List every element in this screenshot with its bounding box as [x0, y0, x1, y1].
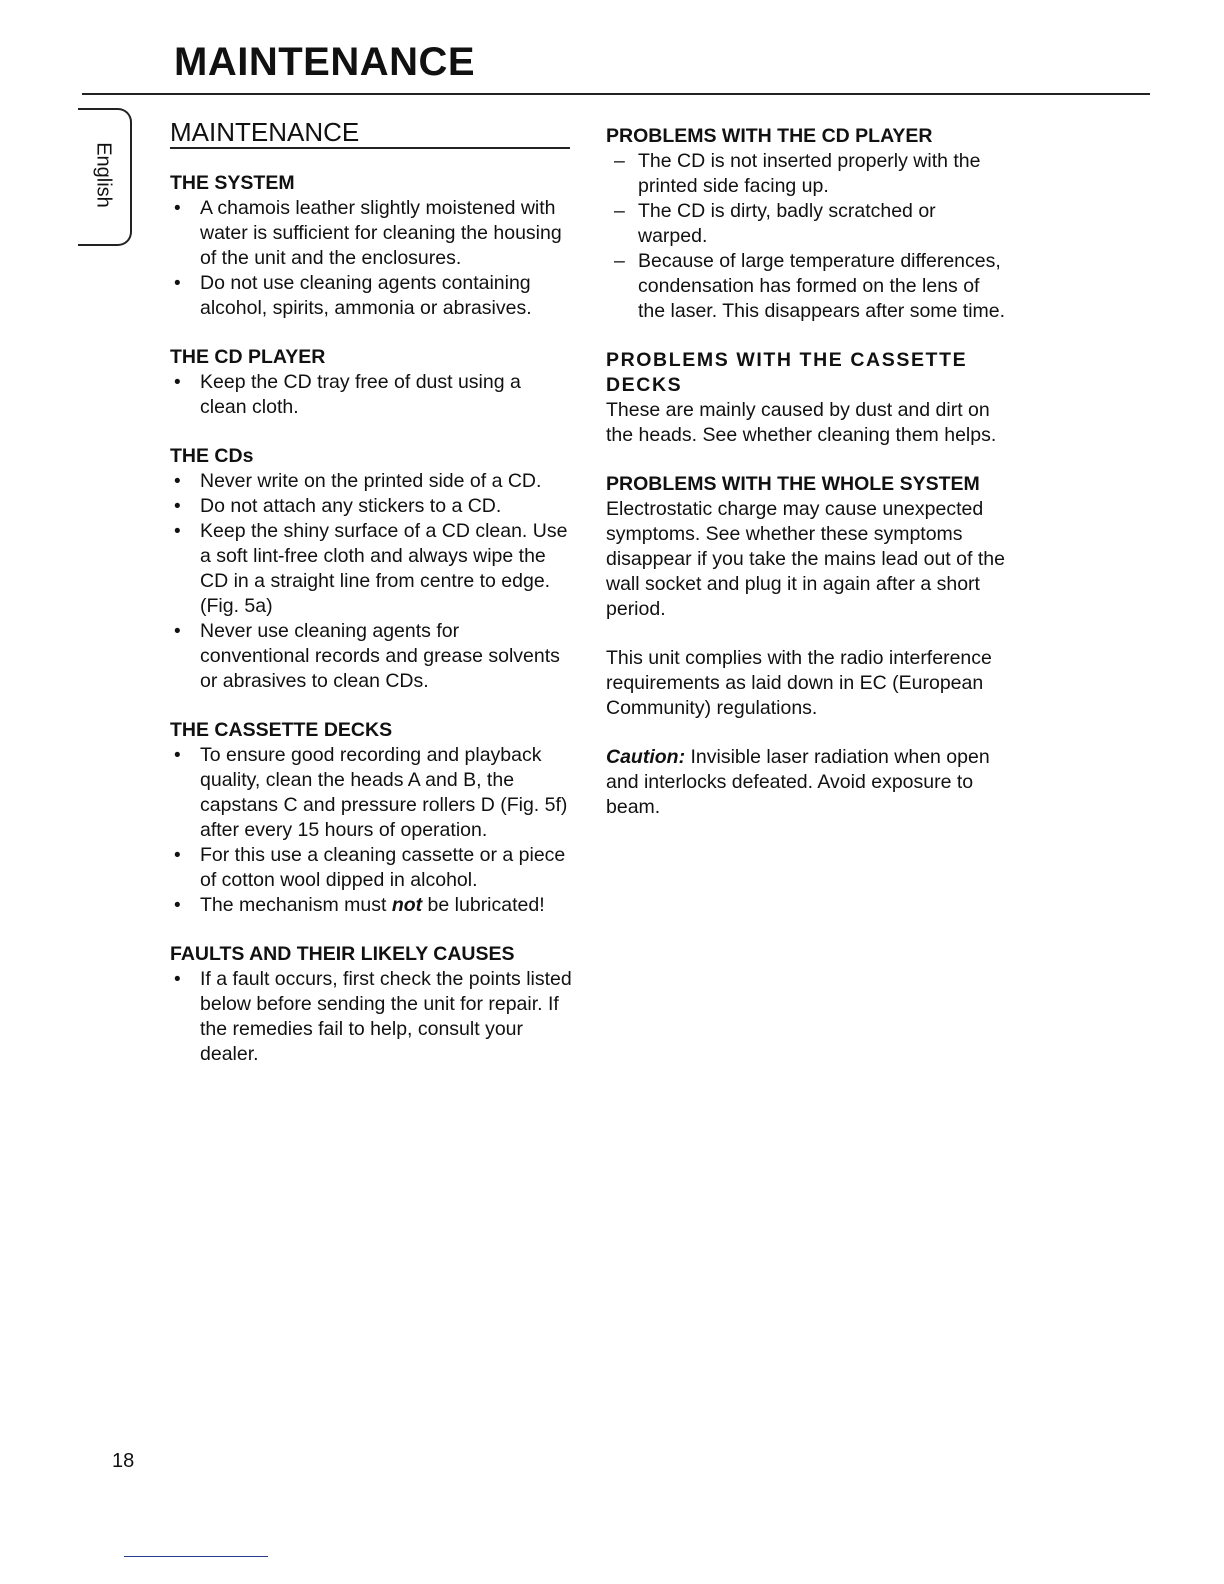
right-column	[606, 124, 1008, 844]
list-item: • Keep the CD tray free of dust using a clean cloth.	[170, 370, 572, 420]
list-item: • To ensure good recording and playback quality, clean the heads A and B, the capstans C and pressure rollers D (Fig. 5f) after every 15 hours of operation.	[170, 743, 572, 843]
faults-heading: FAULTS AND THEIR LIKELY CAUSES	[170, 943, 515, 965]
caution-label: Caution:	[606, 746, 686, 768]
list-item: • If a fault occurs, first check the points listed below before sending the unit for repair. If the remedies fail to help, consult your dealer.	[170, 967, 572, 1067]
language-tab-label: English	[92, 142, 115, 208]
cds-section	[170, 444, 572, 694]
compliance-text: This unit complies with the radio interference requirements as laid down in EC (European Community) regulations.	[606, 647, 992, 719]
page-number: 18	[112, 1450, 135, 1472]
page-title: MAINTENANCE	[174, 40, 476, 84]
system-problems-heading: PROBLEMS WITH THE WHOLE SYSTEM	[606, 473, 980, 495]
section-title: MAINTENANCE	[170, 120, 570, 149]
faults-section	[170, 942, 572, 1067]
cds-list	[170, 469, 572, 694]
system-section	[170, 171, 572, 321]
cd-problems-list	[606, 149, 1008, 324]
cassette-decks-section	[170, 718, 572, 918]
cassette-problems-heading: PROBLEMS WITH THE CASSETTE DECKS	[606, 349, 968, 396]
list-item: • For this use a cleaning cassette or a piece of cotton wool dipped in alcohol.	[170, 843, 572, 893]
lubricate-text-before: The mechanism must	[200, 894, 392, 916]
list-item: • A chamois leather slightly moistened with water is sufficient for cleaning the housing of the unit and the enclosures.	[170, 196, 572, 271]
cassette-decks-list	[170, 743, 572, 918]
compliance-section	[606, 646, 1008, 721]
system-problems-section	[606, 472, 1008, 622]
caution-note	[606, 745, 1008, 820]
cds-heading: THE CDs	[170, 445, 254, 467]
cd-player-heading: THE CD PLAYER	[170, 346, 326, 368]
list-item	[170, 893, 572, 918]
caution-text: Invisible laser radiation when open and interlocks defeated. Avoid exposure to beam.	[606, 746, 990, 818]
system-list	[170, 196, 572, 321]
caution-section	[606, 745, 1008, 820]
system-problems-text: Electrostatic charge may cause unexpected symptoms. See whether these symptoms disappear if you take the mains lead out of the wall socket and plug it in again after a short period.	[606, 498, 1005, 620]
list-item: – The CD is dirty, badly scratched or warped.	[606, 199, 1008, 249]
faults-list	[170, 967, 572, 1067]
list-item: • Do not attach any stickers to a CD.	[170, 494, 572, 519]
cd-player-list	[170, 370, 572, 420]
footer-divider	[124, 1556, 268, 1557]
system-heading: THE SYSTEM	[170, 172, 295, 194]
list-item: • Do not use cleaning agents containing alcohol, spirits, ammonia or abrasives.	[170, 271, 572, 321]
cd-problems-heading: PROBLEMS WITH THE CD PLAYER	[606, 125, 933, 147]
list-item: • Never use cleaning agents for conventional records and grease solvents or abrasives to clean CDs.	[170, 619, 572, 694]
cassette-decks-heading: THE CASSETTE DECKS	[170, 719, 393, 741]
cd-problems-section	[606, 124, 1008, 324]
cassette-problems-section	[606, 348, 1008, 448]
lubricate-emphasis: not	[391, 894, 423, 916]
list-item: – Because of large temperature differences, condensation has formed on the lens of the laser. This disappears after some time.	[606, 249, 1008, 324]
cd-player-section	[170, 345, 572, 420]
list-item: • Never write on the printed side of a CD.	[170, 469, 572, 494]
lubricate-text-after: be lubricated!	[422, 894, 545, 916]
list-item: • Keep the shiny surface of a CD clean. Use a soft lint-free cloth and always wipe the CD in a straight line from centre to edge. (Fig. 5a)	[170, 519, 572, 619]
left-column	[170, 117, 572, 1091]
title-divider	[82, 93, 1150, 95]
list-item: – The CD is not inserted properly with the printed side facing up.	[606, 149, 1008, 199]
cassette-problems-text: These are mainly caused by dust and dirt on the heads. See whether cleaning them helps.	[606, 399, 997, 446]
